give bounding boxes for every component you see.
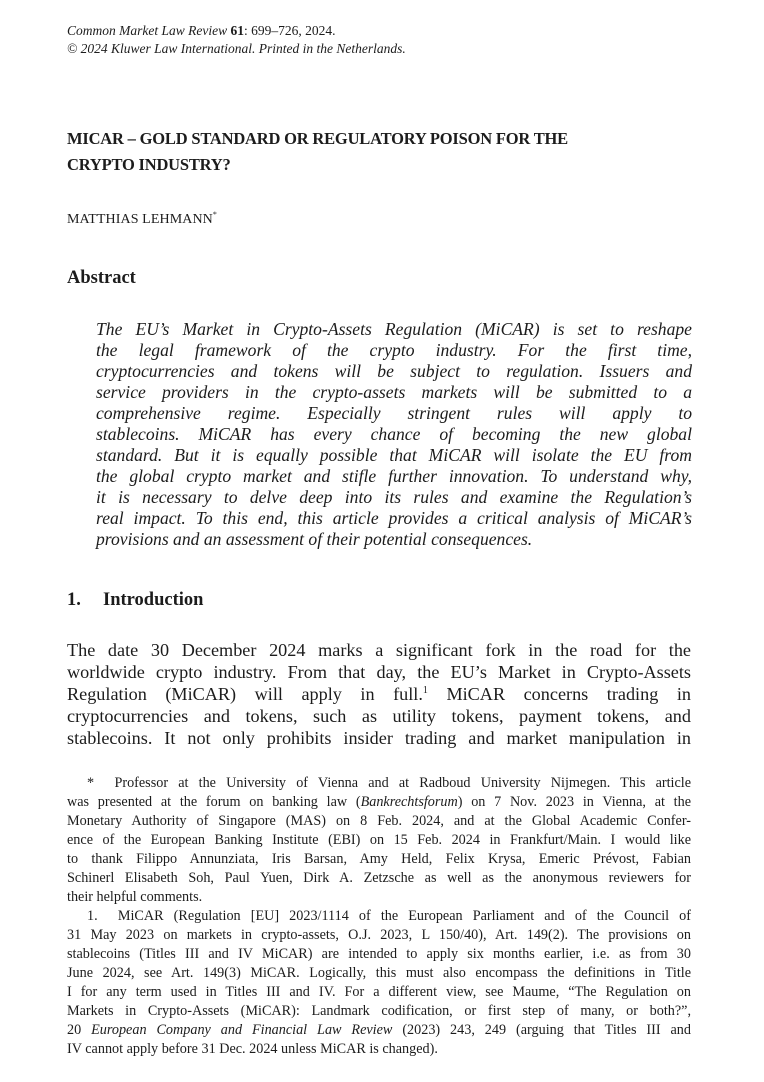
footnote-star-mark: * [87,775,95,791]
abstract-line: standard. But it is equally possible that MiCAR will isolate the EU from [96,445,692,465]
section-heading-introduction [67,590,203,611]
body-line-text: MiCAR concerns trading in [427,684,691,704]
abstract-line: service providers in the crypto-assets markets will be submitted to a [96,382,692,402]
journal-pages-year: : 699–726, 2024. [243,23,336,38]
footnote-1-mark: 1. [87,908,98,924]
body-line [67,684,691,705]
body-line: The date 30 December 2024 marks a significant fork in the road for the [67,640,691,660]
copyright-line: © 2024 Kluwer Law International. Printed in the Netherlands. [67,41,406,56]
footnote-text: MiCAR (Regulation [EU] 2023/1114 of the European Parliament and of the Council of [117,908,691,924]
section-number: 1. [67,590,81,610]
footnote-ref-1[interactable]: 1 [422,685,428,696]
footnote-line [67,794,691,811]
footnote-line: their helpful comments. [67,889,203,905]
abstract-line: provisions and an assessment of their potential consequences. [96,529,533,549]
footnote-line: I for any term used in Titles III and IV. For a different view, see Maume, “The Regulation on [67,984,691,1000]
body-line: stablecoins. It not only prohibits insider trading and market manipulation in [67,728,691,748]
footnote-text: ) on 7 Nov. 2023 in Vienna, at the [457,794,691,810]
abstract-line: the global crypto market and stifle further innovation. To understand why, [96,466,692,486]
abstract-line: real impact. To this end, this article provides a critical analysis of MiCAR’s [96,508,692,528]
footnote-line: stablecoins (Titles III and IV MiCAR) are intended to apply six months earlier, i.e. as from 30 [67,946,691,962]
article-title-line-2: CRYPTO INDUSTRY? [67,155,231,174]
footnote-italic-journal: European Company and Financial Law Review [91,1022,393,1038]
abstract-line: the legal framework of the crypto industry. For the first time, [96,340,692,360]
abstract-line: The EU’s Market in Crypto-Assets Regulation (MiCAR) is set to reshape [96,319,692,339]
abstract-line: cryptocurrencies and tokens will be subject to regulation. Issuers and [96,361,692,381]
footnote-text: (2023) 243, 249 (arguing that Titles III and [392,1022,691,1038]
journal-name: Common Market Law Review [67,23,228,38]
footnote-italic-term: Bankrechtsforum [360,794,458,810]
footnote-line: ence of the European Banking Institute (EBI) on 15 Feb. 2024 in Frankfurt/Main. I would like [67,832,691,848]
footnote-line: Markets in Crypto-Assets (MiCAR): Landmark codification, or first step of many, or both?”, [67,1003,691,1019]
author-name-text: MATTHIAS LEHMANN [67,212,213,227]
footnote-line: IV cannot apply before 31 Dec. 2024 unless MiCAR is changed). [67,1041,438,1057]
journal-volume: 61 [230,23,244,38]
footnote-text: was presented at the forum on banking law ( [67,794,361,810]
footnote-line: to thank Filippo Annunziata, Iris Barsan, Amy Held, Felix Krysa, Emeric Prévost, Fabian [67,851,691,867]
section-title: Introduction [103,590,204,610]
footnote-line [67,1022,691,1039]
abstract-line: stablecoins. MiCAR has every chance of becoming the new global [96,424,692,444]
footnote-text: 20 [67,1022,92,1038]
footnote-line: June 2024, see Art. 149(3) MiCAR. Logically, this must also encompass the definitions in Title [67,965,691,981]
abstract-line: it is necessary to delve deep into its rules and examine the Regulation’s [96,487,692,507]
abstract-heading: Abstract [67,268,136,288]
article-title-line-1: MICAR – GOLD STANDARD OR REGULATORY POISON FOR THE [67,129,568,148]
abstract-line: comprehensive regime. Especially stringent rules will apply to [96,403,692,423]
author-name [67,210,217,228]
footnote-line: 31 May 2023 on markets in crypto-assets, O.J. 2023, L 150/40), Art. 149(2). The provisions on [67,927,691,943]
body-line: worldwide crypto industry. From that day, the EU’s Market in Crypto-Assets [67,662,691,682]
footnote-line [87,775,691,792]
journal-citation [67,22,336,40]
footnote-line: Schinerl Elisabeth Soh, Paul Yuen, Dirk A. Zetzsche as well as the anonymous reviewers for [67,870,691,886]
footnote-text: Professor at the University of Vienna and at Radboud University Nijmegen. This article [114,775,692,791]
body-line-text: Regulation (MiCAR) will apply in full. [67,684,423,704]
footnote-line: Monetary Authority of Singapore (MAS) on 8 Feb. 2024, and at the Global Academic Confer- [67,813,691,829]
author-footnote-mark[interactable]: * [212,210,217,219]
body-line: cryptocurrencies and tokens, such as utility tokens, payment tokens, and [67,706,691,726]
footnote-line [87,908,691,925]
